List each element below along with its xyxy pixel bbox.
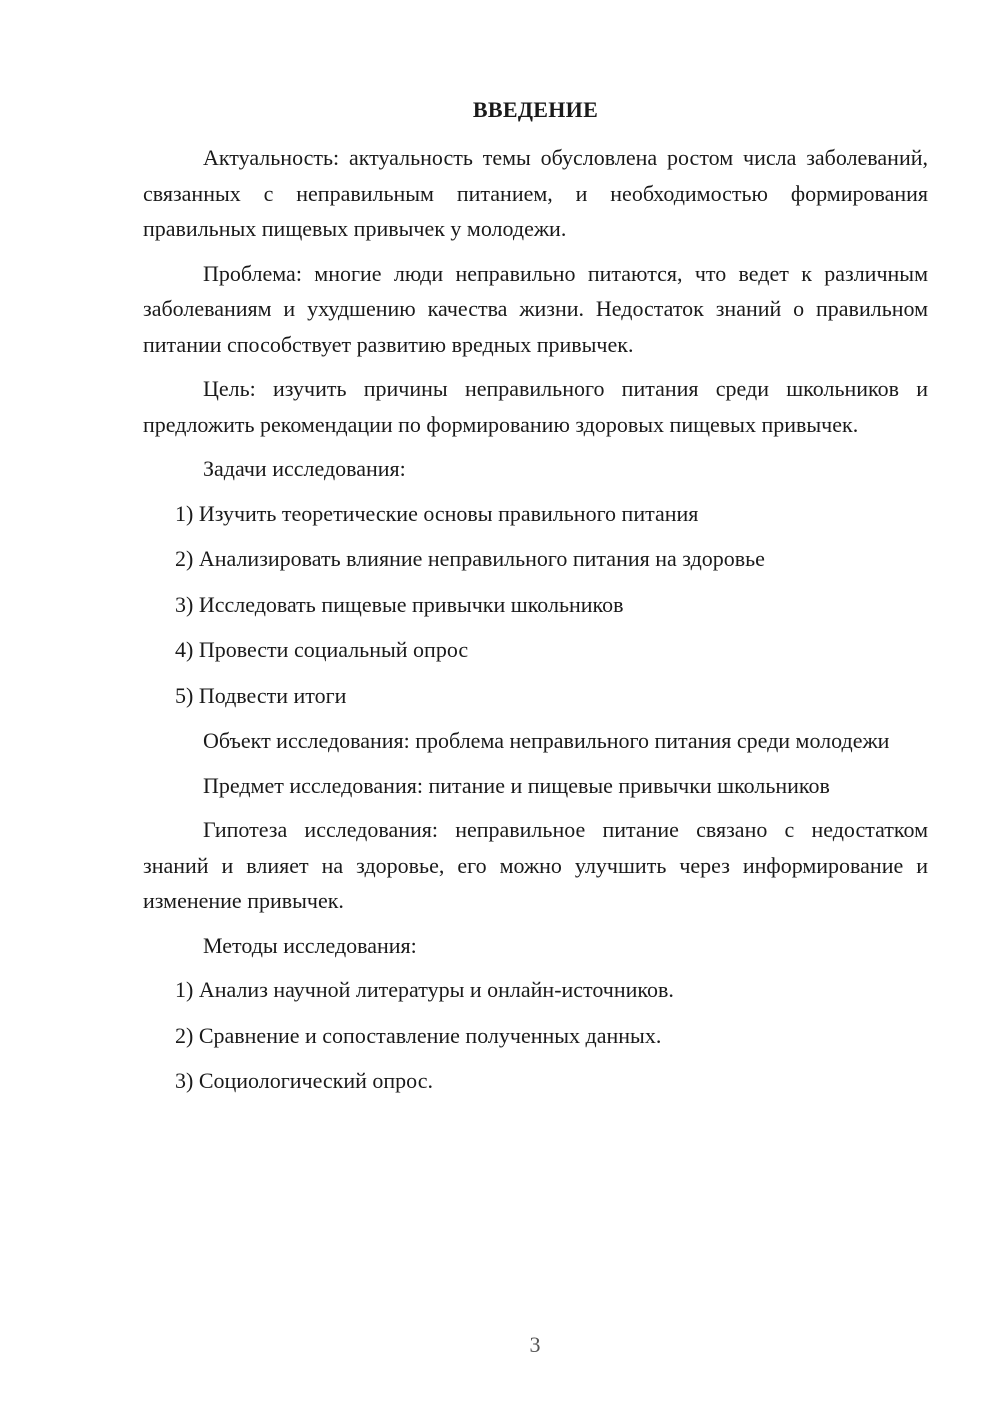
- method-item: 3) Социологический опрос.: [175, 1068, 433, 1093]
- task-item: 2) Анализировать влияние неправильного питания на здоровье: [175, 546, 765, 571]
- object-paragraph: Объект исследования: проблема неправильного питания среди молодежи: [203, 728, 890, 753]
- page-title: ВВЕДЕНИЕ: [472, 97, 599, 122]
- methods-heading: Методы исследования:: [203, 932, 417, 958]
- tasks-list: [143, 496, 928, 714]
- hypothesis-paragraph: Гипотеза исследования: неправильное питание связано с недостатком знаний и влияет на здоровье, его можно улучшить через информирование и изменение привычек.: [143, 817, 928, 913]
- tasks-heading: Задачи исследования:: [203, 456, 406, 481]
- task-item: 3) Исследовать пищевые привычки школьников: [175, 591, 624, 617]
- page-number: 3: [529, 1332, 541, 1357]
- methods-list: [143, 972, 928, 1099]
- method-item: 1) Анализ научной литературы и онлайн-источников.: [175, 977, 674, 1002]
- goal-paragraph: Цель: изучить причины неправильного питания среди школьников и предложить рекомендации по формированию здоровых пищевых привычек.: [143, 376, 928, 437]
- relevance-paragraph: Актуальность: актуальность темы обусловлена ростом числа заболеваний, связанных с неправильным питанием, и необходимостью формирования правильных пищевых привычек у молодежи.: [143, 145, 928, 241]
- problem-paragraph: Проблема: многие люди неправильно питаются, что ведет к различным заболеваниям и ухудшению качества жизни. Недостаток знаний о правильном питании способствует развитию вредных привычек.: [143, 260, 928, 357]
- method-item: 2) Сравнение и сопоставление полученных данных.: [175, 1022, 662, 1048]
- page-content: [143, 92, 928, 1109]
- task-item: 5) Подвести итоги: [175, 682, 347, 708]
- subject-paragraph: Предмет исследования: питание и пищевые привычки школьников: [203, 772, 830, 798]
- task-item: 1) Изучить теоретические основы правильного питания: [175, 500, 699, 526]
- task-item: 4) Провести социальный опрос: [175, 637, 469, 662]
